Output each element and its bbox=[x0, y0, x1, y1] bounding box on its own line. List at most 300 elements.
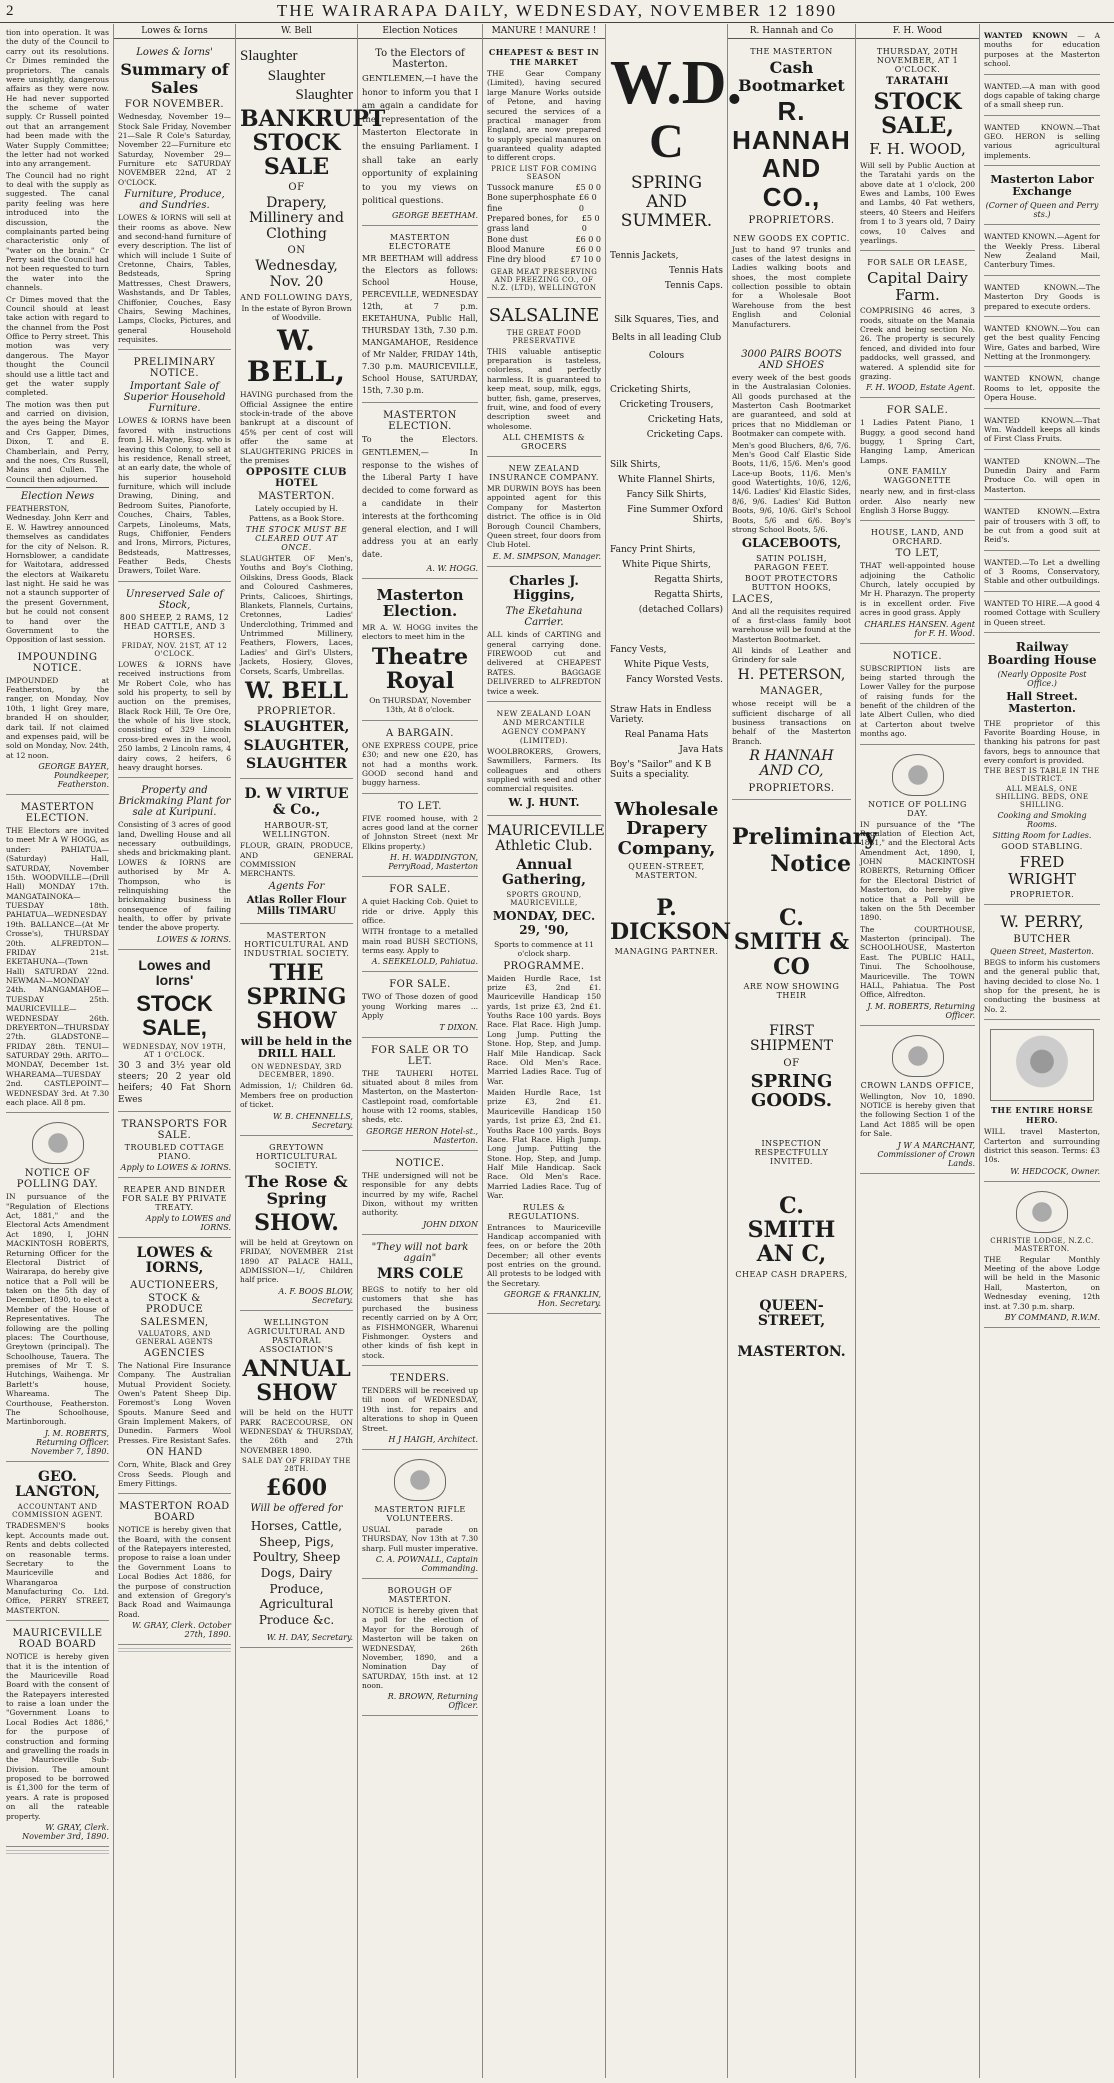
ad-subheading: SPORTS GROUND, MAURICEVILLE, bbox=[506, 891, 582, 908]
ad-signature: GEORGE HERON Hotel-st., Masterton. bbox=[366, 1126, 478, 1145]
ad-subheading: THE STOCK MUST BE CLEARED OUT AT ONCE. bbox=[245, 525, 348, 553]
ad-title: STOCK SALE, bbox=[873, 89, 962, 140]
perry-butcher-ad bbox=[984, 907, 1100, 1020]
property-ad bbox=[118, 780, 231, 950]
ad-text: ONE EXPRESS COUPE, price £30; and new one £20, has not had a months work. GOOD second hand and buggy harness. bbox=[362, 740, 478, 788]
ad-heading: IMPOUNDING NOTICE. bbox=[17, 651, 98, 674]
smith-ad bbox=[732, 802, 878, 1367]
beetham-ad bbox=[362, 42, 478, 226]
ad-heading: WANTED KNOWN bbox=[984, 31, 1068, 40]
ad-text: ALL kinds of CARTING and general carrying done. FIREWOOD cut and delivered at CHEAPEST RATES. BAGGAGE DELIVERED to ALFREDTON twice a week. bbox=[487, 630, 601, 696]
ad-text: nearly new, and in first-class order. Also nearly new English 3 Horse Buggy. bbox=[860, 487, 975, 515]
ad-signature: J. M. ROBERTS, Returning Officer. November 7, 1890. bbox=[31, 1428, 109, 1456]
ad-subheading: PROPRIETORS. bbox=[748, 214, 835, 226]
ad-text: IMPOUNDED at Featherston, by the ranger, on Monday, Nov 10th, 1 light Grey mare, branded H on shoulder, dark tail. If not claimed and expenses paid, will be sold on Monday, Nov. 24th, at 12 noon. bbox=[6, 675, 109, 760]
ad-text: GENTLEMEN,—I have the honor to inform you that I am again a candidate for the representation of the Masterton Electorate in the ensuing Parliament. I shall take an early opportunity of explaining to you my views on political questions. bbox=[362, 74, 478, 207]
ad-text: THAT well-appointed house adjoining the Catholic Church, lately occupied by Mr H. Pharazyn. The property is in excellent order. Five acres in good grass. Apply bbox=[860, 561, 975, 618]
ad-subheading: HARBOUR-ST, WELLINGTON. bbox=[262, 821, 331, 840]
to-let-ad bbox=[362, 796, 478, 878]
ad-subheading: 800 SHEEP, 2 RAMS, 12 HEAD CATTLE, AND 3 HORSES. bbox=[119, 612, 230, 640]
ad-title: FIRST SHIPMENT bbox=[750, 1022, 833, 1055]
ad-text: WANTED KNOWN.—That GEO. HERON is selling various agricultural implements. bbox=[984, 122, 1100, 160]
article-text: Cr Dimes moved that the Council should at least take action with regard to the channel from the Post Office to Perry street. This motion was very dangerous. The Mayor thought the Council should use a little tact and get the water supply completed. bbox=[6, 294, 109, 398]
ad-signature: R HANNAH AND CO, bbox=[749, 748, 834, 780]
mares-ad bbox=[362, 974, 478, 1037]
ad-text: MR A. W. HOGG invites the electors to meet him in the bbox=[362, 622, 478, 642]
ad-heading: FOR SALE. bbox=[389, 884, 451, 896]
wanted-ad bbox=[984, 502, 1100, 551]
ad-text: NOTICE is hereby given that it is the intention of the Mauriceville Road Board with the consent of the Ratepayers interested to raise a loan under the "Government Loans to Local Bodies Act 1886," for the purpose of construction and forming and gravelling the roads in the Mauriceville Sub-Division. The amount proposed to be borrowed is £1,300 for the term of years. A rate is proposed on all the rateable property. bbox=[6, 1652, 109, 1821]
preliminary-notice bbox=[118, 352, 231, 581]
ad-text: Admission, 1/; Children 6d. Members free on production of ticket. bbox=[240, 1081, 353, 1110]
ad-date: Wednesday, Nov. 20 bbox=[255, 258, 338, 290]
ad-signature: ALL CHEMISTS & GROCERS bbox=[502, 433, 586, 452]
cole-ad bbox=[362, 1237, 478, 1366]
ad-text: Consisting of 3 acres of good land, Dwelling House and all necessary outbuildings, sheds and brickmaking plant. LOWES & IORNS are authorised by Mr A. Thompson, who is relinquishing the brickmaking business in consequence of failing health, to offer by private tender the above property. bbox=[118, 820, 231, 933]
ad-signature: C. A. POWNALL, Captain Commanding. bbox=[375, 1555, 478, 1574]
ad-heading: Slaughter bbox=[295, 87, 353, 103]
ad-text: THIS valuable antiseptic preparation is tasteless, colorless, and perfectly harmless. It is guaranteed to keep meat, soup, milk, eggs, butter, fish, game, preserves, fruit, wine, and food of every description sweet and wholesome. bbox=[487, 346, 601, 431]
ad-heading: Slaughter bbox=[240, 48, 298, 64]
ad-heading: MASTERTON ELECTORATE bbox=[388, 232, 452, 251]
ad-text: NOTICE is hereby given that a poll for the election of Mayor for the Borough of Masterton will be taken on WEDNESDAY, 26th November, 1890, and a Nomination Day of SATURDAY, 15th inst. at 12 noon. bbox=[362, 1606, 478, 1691]
royal-crest-icon bbox=[892, 1035, 944, 1077]
ad-subheading: will be held in the DRILL HALL bbox=[240, 1035, 353, 1061]
ad-heading: MAURICEVILLE Athletic Club. bbox=[487, 822, 605, 855]
ad-text: TENDERS will be received up till noon of WEDNESDAY, 19th inst. for repairs and alterations to shop in Queen Street. bbox=[362, 1386, 478, 1433]
column-5 bbox=[483, 24, 606, 2078]
ad-text: In the estate of Byron Brown of Woodville. bbox=[241, 304, 352, 323]
ad-title: The Rose & Spring bbox=[245, 1171, 348, 1209]
ad-text: THE proprietor of this Favorite Boarding House, in thanking his patrons for past favors, begs to announce that every comfort is provided. bbox=[984, 718, 1100, 765]
stock-sale-ad bbox=[118, 952, 231, 1112]
ad-title: BANKRUPT STOCK SALE bbox=[240, 105, 386, 180]
ad-heading: THE ENTIRE HORSE HERO. bbox=[990, 1105, 1094, 1126]
ad-text: WANTED KNOWN.—Agent for the Weekly Press. Liberal New Zealand Mail, Canterbury Times. bbox=[984, 232, 1100, 270]
taratahi-stock-ad bbox=[860, 42, 975, 251]
ad-title: Atlas Roller Flour Mills TIMARU bbox=[246, 894, 347, 917]
ad-signature: CHARLES HANSEN. Agent for F. H. Wood. bbox=[864, 619, 975, 638]
electorate-ad bbox=[362, 228, 478, 403]
ad-title: SALSALINE bbox=[488, 304, 600, 326]
ad-heading: A BARGAIN. bbox=[386, 727, 454, 739]
ad-line: Fancy Silk Shirts, bbox=[626, 489, 707, 500]
ad-line: Fancy Print Shirts, bbox=[610, 544, 696, 555]
ad-signature: W. H. DAY, Secretary. bbox=[266, 1633, 353, 1643]
higgins-ad bbox=[487, 569, 601, 702]
loan-agency-ad bbox=[487, 704, 601, 816]
article-text: FEATHERSTON, Wednesday. John Kerr and E. W. Hawtrey announced themselves as candidates for the city of Nelson. R. Hornsblower, a candidate for Waitotara, addressed the electors at Waikaretu last night. He said he was not a staunch supporter of the present Government, but he could not consent to hand over the Government to the Opposition of last session. bbox=[6, 504, 109, 645]
ad-title: MRS COLE bbox=[377, 1265, 463, 1282]
ad-subheading: SALE DAY OF FRIDAY THE 28TH. bbox=[242, 1457, 351, 1473]
ad-title: W. PERRY, bbox=[1000, 912, 1084, 932]
ad-line: Straw Hats in Endless Variety. bbox=[610, 704, 712, 725]
ad-title: Railway Boarding House bbox=[987, 639, 1097, 668]
ad-signature: E. M. SIMPSON, Manager. bbox=[492, 551, 601, 561]
ad-line: Cricketing Shirts, bbox=[610, 384, 692, 395]
ad-heading: NOTICE OF POLLING DAY. bbox=[868, 799, 967, 818]
ad-heading: Masterton Election. bbox=[376, 585, 464, 621]
ad-heading: NOTICE. bbox=[892, 650, 943, 662]
ad-signature: GEORGE BEETHAM. bbox=[392, 210, 478, 220]
wanted-ad bbox=[984, 278, 1100, 317]
royal-crest-icon bbox=[32, 1122, 84, 1164]
ad-subheading: GLACEBOOTS, bbox=[741, 536, 842, 551]
ad-heading: REAPER AND BINDER FOR SALE BY PRIVATE TREATY. bbox=[121, 1184, 227, 1212]
wanted-ad bbox=[984, 26, 1100, 75]
ad-subheading: BOOT PROTECTORS BUTTON HOOKS, bbox=[744, 573, 839, 592]
ad-title: Preliminary bbox=[732, 823, 878, 850]
ad-line: Regatta Shirts, bbox=[654, 589, 723, 600]
price-row: Tussock manure £5 0 0 bbox=[487, 182, 601, 192]
ad-title: C. SMITH & CO bbox=[733, 905, 850, 980]
ad-subheading: (Nearly Opposite Post Office.) bbox=[997, 670, 1087, 689]
price-list bbox=[487, 183, 601, 266]
ad-subheading: TROUBLED COTTAGE PIANO. bbox=[124, 1142, 225, 1161]
ad-signature: FRED WRIGHT bbox=[1008, 853, 1076, 888]
ad-title: Notice bbox=[770, 850, 851, 877]
ad-heading: PRELIMINARY NOTICE. bbox=[133, 357, 216, 380]
ad-subheading: 3000 PAIRS BOOTS AND SHOES bbox=[741, 348, 842, 371]
small-print bbox=[6, 1850, 109, 1856]
boarding-house-ad bbox=[984, 635, 1100, 905]
ad-signature: W. B. CHENNELLS, Secretary. bbox=[272, 1111, 353, 1130]
ad-line: Silk Shirts, bbox=[610, 459, 661, 470]
ad-line: (detached Collars) bbox=[638, 604, 723, 615]
ad-text: THE Electors are invited to meet Mr A W HOGG, as under: PAHIATUA—(Saturday) Hall, SATURDAY, November 15th. WOODVILLE—(Drill Hall) MONDAY 17th. MANGATAINOKA—TUESDAY 18th. PAHIATUA—WEDNESDAY 19th. BALLANCE—(At Mr Crosse's), THURSDAY 20th. ALFREDTON—FRIDAY 21st. EKETAHUNA—(Town Hall) SATURDAY 22nd. NEWMAN—MONDAY 24th. MANGAMAHOE—TUESDAY 25th. MAURICEVILLE—WEDNESDAY 26th. DREYERTON—THURSDAY 27th. GLADSTONE—FRIDAY 28th. TENUI—SATURDAY 29th. ARITO—MONDAY, December 1st. WHAREAMA—TUESDAY 2nd. CASTLEPOINT—WEDNESDAY 3rd. At 7.30 each place. All 8 pm. bbox=[6, 826, 110, 1107]
annual-show-ad bbox=[240, 1313, 353, 1649]
ad-text: WANTED KNOWN, change Rooms to let, opposite the Opera House. bbox=[984, 374, 1100, 403]
ad-subheading: Important Sale of Superior Household Furniture. bbox=[123, 381, 226, 415]
wanted-ad bbox=[984, 369, 1100, 408]
column-header: F. H. Wood bbox=[856, 26, 979, 39]
price-row: Prepared bones, for grass land £5 0 0 bbox=[487, 213, 600, 234]
ad-text: IN pursuance of the "The Regulation of Election Act, 1881," and the Electoral Acts Amendment Act, 1890, I, JOHN MACKINTOSH ROBERTS, Returning Officer for the Electoral District of Masterton, do hereby give notice that a Poll will be taken on the 5th December 1890. bbox=[860, 819, 975, 923]
ad-text: BEGS to inform his customers and the general public that, having decided to close No. 1 shop for the present, he is conducting the business at No. 2. bbox=[984, 957, 1100, 1014]
ad-text: USUAL parade on THURSDAY, Nov 13th at 7.30 sharp. Full muster imperative. bbox=[362, 1524, 479, 1553]
price-row: Blood Manure £6 0 0 bbox=[487, 245, 601, 255]
ad-text: Corn, White, Black and Grey Cross Seeds. Plough and Emery Fittings. bbox=[118, 1460, 231, 1488]
ad-text: — A mouths for education purposes at the Masterton school. bbox=[984, 31, 1100, 69]
ad-subheading: ALL MEALS, ONE SHILLING. BEDS, ONE SHILLING. bbox=[995, 785, 1089, 810]
ad-date: MONDAY, DEC. 29, '90, bbox=[492, 909, 596, 937]
wd-logo: W.D. bbox=[610, 49, 743, 117]
ad-title: STOCK SALE, bbox=[136, 990, 213, 1040]
ad-subheading: PROPRIETORS. bbox=[748, 782, 835, 794]
ad-subheading: LACES, bbox=[732, 593, 774, 605]
ad-text: THE Gear Company (Limited), having secured large Manure Works outside of Petone, and having secured the services of a practical manager from England, are now prepared to supply special manures on guaranteed quality adapted to different crops. bbox=[487, 69, 601, 163]
column-8 bbox=[856, 24, 980, 2078]
ad-subheading: FOR NOVEMBER. bbox=[124, 99, 225, 111]
ad-signature: A. W. HOGG. bbox=[426, 563, 478, 573]
column-header: Lowes & Iorns bbox=[114, 26, 235, 39]
wanted-ad bbox=[984, 452, 1100, 501]
ad-subheading: OPPOSITE CLUB HOTEL bbox=[245, 467, 348, 490]
ad-heading: Slaughter bbox=[267, 67, 326, 84]
ad-text: WITH frontage to a metalled main road BUSH SECTIONS, terms easy. Apply to bbox=[362, 927, 478, 956]
ad-title: R. HANNAH AND CO., bbox=[732, 96, 851, 212]
wanted-ad bbox=[984, 411, 1100, 450]
masonic-lodge-notice bbox=[984, 1184, 1100, 1328]
ad-subheading: Sitting Room for Ladies. bbox=[992, 831, 1092, 841]
ad-text: will be held at Greytown on FRIDAY, NOVEMBER 21st 1890 AT PALACE HALL, ADMISSION—1/, Children half price. bbox=[240, 1237, 353, 1285]
ad-text: Horses, Cattle, Sheep, Pigs, Poultry, Sheep Dogs, Dairy Produce, Agricultural Produce &c. bbox=[250, 1519, 343, 1627]
column-header: W. Bell bbox=[236, 26, 357, 39]
ad-signature: J W A MARCHANT, Commissioner of Crown Lands. bbox=[877, 1140, 975, 1168]
small-print bbox=[118, 1648, 231, 1654]
ad-text: FIVE roomed house, with 2 acres good land at the corner of Johnston Street (next Mr Elkins property.) bbox=[362, 813, 478, 851]
subscription-notice bbox=[860, 646, 975, 745]
ad-text: will be held on the HUTT PARK RACECOURSE, ON WEDNESDAY & THURSDAY, the 26th and 27th NOVEMBER 1890. bbox=[240, 1408, 353, 1455]
ad-subheading: Hall Street. Masterton. bbox=[1006, 690, 1078, 716]
ad-text: HAVING purchased from the Official Assignee the entire stock-in-trade of the above bankrupt at a discount of 45% per cent of cost will offer the same at SLAUGHTERING PRICES in the premises bbox=[240, 390, 353, 465]
ad-subheading: STOCK & PRODUCE bbox=[145, 1292, 204, 1315]
ad-text: Entrances to Mauriceville Handicap accompanied with fees, on or before the 20th December; all other events post entries on the ground. All protests to be lodged with the Secretary. bbox=[487, 1222, 601, 1288]
columns bbox=[2, 24, 1112, 2078]
ad-text: Maiden Hurdle Race, 1st prize £3, 2nd £1. Mauriceville Handicap 150 yards, 1st prize £3, 2nd £1. Youths Race 100 yards. Boys Race. Flat Race. High Jump. Long Jump. Putting the Stone. Hop, Step, and Jump. Half Mile Handicap. Sack Race. Old Men's Race. Married Ladies Race. Tug of War. bbox=[487, 1088, 601, 1201]
ad-title: Theatre Royal bbox=[371, 643, 469, 694]
ad-subheading: ONE FAMILY WAGGONETTE bbox=[883, 467, 952, 486]
ad-signature: GEORGE BAYER, Poundkeeper, Featherston. bbox=[38, 762, 109, 789]
ad-text: COMPRISING 46 acres, 3 roods, situate on the Manaia Creek and being section No. 26. The property is securely fenced, and divided into four paddocks, well grassed, and watered. A splendid site for grazing. bbox=[860, 306, 975, 381]
ad-title: Summary of Sales bbox=[120, 60, 229, 97]
bell-bankrupt-ad bbox=[240, 42, 386, 779]
ad-signature: F. H. WOOD, Estate Agent. bbox=[866, 383, 975, 393]
ad-heading: Charles J. Higgins, bbox=[509, 573, 579, 603]
ad-text: whose receipt will be a sufficient discharge of all business transactions on behalf of the Masterton Branch. bbox=[732, 699, 851, 746]
ad-date: WEDNESDAY, NOV 19TH, AT 1 O'CLOCK. bbox=[122, 1042, 227, 1059]
ad-heading: MASTERTON ROAD BOARD bbox=[119, 1501, 230, 1524]
ad-text: every week of the best goods in the Australasian Colonies. All goods purchased at the Masterton Cash Bootmarket are guaranteed, and sold at prices that no Middleman or Bootmaker can compete with. bbox=[732, 372, 851, 439]
ad-heading: FOR SALE OR LEASE, bbox=[867, 258, 968, 268]
road-board-notice bbox=[118, 1496, 231, 1645]
ad-signature: W. GRAY, Clerk. October 27th, 1890. bbox=[131, 1621, 231, 1639]
article-text: The Council had no right to deal with the supply as suggested. The canal parity feeling was here introduced into the discussion, the complainants parted being characteristic only of "water on the brain." Cr Perry said the Council had not been requested to turn the water into the channels. bbox=[6, 170, 109, 293]
ad-line: White Pique Shirts, bbox=[622, 559, 711, 570]
ad-heading: MASTERTON ELECTION. bbox=[20, 802, 95, 824]
ad-heading: MASTERTON HORTICULTURAL AND INDUSTRIAL SOCIETY. bbox=[243, 930, 350, 958]
ad-text: The National Fire Insurance Company. The Australian Mutual Provident Society. Owen's Patent Sheep Dip. Foremost's Long Woven Spouts. Manure Seed and Grain Implement Makers, of Dunedin. Farmers Wool Presses. Fire Resistant Safes. bbox=[118, 1360, 231, 1445]
ad-heading: TRANSPORTS FOR SALE. bbox=[121, 1118, 228, 1141]
ad-date: ON WEDNESDAY, 3RD DECEMBER, 1890. bbox=[251, 1063, 342, 1080]
ad-heading: TO LET. bbox=[398, 800, 442, 812]
ad-title: SHOW. bbox=[254, 1209, 339, 1236]
ad-title: Cash Bootmarket bbox=[738, 58, 845, 95]
ad-text: Wednesday, November 19—Stock Sale Friday, November 21—Sale R Cole's Saturday, November 22—Furniture etc Saturday, November 29—Furniture etc SATURDAY NOVEMBER 22nd, AT 2 O'CLOCK. bbox=[118, 112, 231, 187]
ad-subheading: GOOD STABLING. bbox=[1001, 842, 1083, 852]
ad-line: Boy's "Sailor" and K B Suits a speciality. bbox=[610, 759, 712, 780]
masterton-election-ad bbox=[6, 797, 109, 1113]
ad-title: Drapery, Millinery and Clothing bbox=[249, 195, 344, 242]
ad-subheading: BUTCHER bbox=[1013, 933, 1071, 945]
ad-date: THURSDAY, 20TH NOVEMBER, AT 1 O'CLOCK. bbox=[876, 47, 959, 74]
transports-ad bbox=[118, 1114, 231, 1178]
ad-text: OF bbox=[288, 182, 305, 194]
ad-title: Annual Gathering, bbox=[501, 856, 587, 889]
entire-horse-ad bbox=[984, 1022, 1100, 1182]
masonic-emblem-icon bbox=[1016, 1191, 1068, 1233]
ad-signature: LOWES & IORNS. bbox=[156, 934, 231, 944]
ad-text: WANTED KNOWN.—The Dunedin Dairy and Farm Produce Co. will open in Masterton. bbox=[984, 456, 1100, 494]
ad-subheading: VALUATORS, AND GENERAL AGENTS bbox=[135, 1329, 214, 1346]
ad-subheading: MANAGER, bbox=[759, 686, 824, 698]
ad-title: C. SMITH AN C, bbox=[747, 1193, 836, 1268]
column-2 bbox=[114, 24, 236, 2078]
ad-date: FRIDAY, NOV. 21ST, AT 12 O'CLOCK. bbox=[121, 641, 228, 658]
ad-subheading: INSPECTION RESPECTFULLY INVITED. bbox=[754, 1139, 829, 1167]
ad-text: WANTED KNOWN.—You can get the best quality Fencing Wire, Gates and barbed, Wire Netting at the Ironmongery. bbox=[984, 323, 1100, 362]
ad-heading: MASTERTON RIFLE VOLUNTEERS. bbox=[374, 1504, 466, 1523]
price-row: Bone dust £6 0 0 bbox=[487, 234, 601, 244]
ad-subheading: THE BEST IS TABLE IN THE DISTRICT. bbox=[984, 767, 1100, 784]
rose-show-ad bbox=[240, 1138, 353, 1311]
ad-subheading: PROPRIETOR. bbox=[1009, 890, 1075, 900]
ad-text: WANTED KNOWN.—Extra pair of trousers with 3 off, to be cut from a good suit at Reid's. bbox=[984, 507, 1100, 545]
article-text: tion into operation. It was the duty of the Council to carry out its resolutions. Cr Dimes reminded the proprietors. The canals were unsightly, dangerous affairs as they were now. He had never supported the scheme of water supply. Cr Russell pointed out that an arrangement had been made with the Water Supply Committee; the letter had not worked into any arrangement. bbox=[6, 28, 109, 169]
prize-amount: £600 bbox=[265, 1475, 328, 1501]
ad-text: MR DURWIN BOYS has been appointed agent for this Company for Masterton district. The office is in Old Borough Council Chambers, Queen street, four doors from Club Hotel. bbox=[487, 484, 601, 550]
insurance-ad bbox=[487, 459, 601, 567]
ad-text: On THURSDAY, November 13th, At 8 o'clock. bbox=[369, 696, 471, 715]
wanted-ad bbox=[984, 553, 1100, 592]
ad-subheading: Cooking and Smoking Rooms. bbox=[997, 811, 1087, 830]
ad-signature: W. GRAY, Clerk. November 3rd, 1890. bbox=[22, 1822, 109, 1841]
ad-subheading: Agents For bbox=[268, 880, 325, 892]
wanted-ad bbox=[984, 118, 1100, 167]
ad-heading: NEW ZEALAND INSURANCE COMPANY. bbox=[489, 464, 599, 483]
ad-signature: H. PETERSON, bbox=[737, 666, 846, 683]
reaper-ad bbox=[118, 1180, 231, 1238]
ad-text: WILL travel Masterton, Carterton and surrounding district this season. Terms: £3 10s. bbox=[984, 1127, 1100, 1165]
manure-ad bbox=[487, 42, 601, 298]
ad-text: WANTED KNOWN.—The Masterton Dry Goods is prepared to execute orders. bbox=[984, 282, 1100, 311]
ad-subheading: TO LET, bbox=[895, 548, 940, 560]
horse-illustration-icon bbox=[990, 1029, 1094, 1101]
ad-text: LOWES & IORNS will sell at their rooms as above. New and second-hand furniture of every description. The list of which will include 1 Suite of Cretonne, Chairs, Tables, Bedsteads, Spring Mattresses, Chest Drawers, Washstands, and Dr Tables, Chiffonier, Couches, Easy Chairs, Sewing Machines, Lamps, Clocks, Pictures, and general Household requisites. bbox=[118, 213, 231, 345]
ad-heading: FOR SALE. bbox=[886, 405, 949, 417]
ad-subheading: TARATAHI bbox=[886, 76, 949, 87]
ad-text: THE TAUHERI HOTEL situated about 8 miles from Masterton, on the Masterton-Castlepoint road, comfortable house with 12 rooms, stables, sheds, etc. bbox=[362, 1068, 478, 1125]
ad-heading: THE MASTERTON bbox=[750, 47, 833, 56]
ad-signature: W. J. HUNT. bbox=[508, 795, 580, 809]
ad-heading: FOR SALE. bbox=[389, 979, 451, 991]
ad-line: Real Panama Hats bbox=[624, 729, 709, 740]
ad-heading: F. H. WOOD, bbox=[869, 140, 966, 159]
column-7 bbox=[728, 24, 878, 2078]
ad-text: FLOUR, GRAIN, PRODUCE, AND GENERAL COMMISSION MERCHANTS. bbox=[240, 841, 353, 879]
ad-subheading: MASTERTON. bbox=[258, 491, 335, 503]
ad-text: SLAUGHTER OF Men's, Youths and Boy's Clothing, Oilskins, Dress Goods, Black and Coloured Cashmeres, Prints, Calicoes, Shirtings, Blankets, Flannels, Curtains, Cretonnes, Ladies' Underclothing, Trimmed and Untrimmed Millinery, Feathers, Flowers, Laces, Ladies' and Girl's Ulsters, Jackets, Hosiery, Gloves, Corsets, Scarfs, Umbrellas. bbox=[240, 554, 353, 676]
ad-text: MR BEETHAM will address the Electors as follows: School House, PERCEVILLE, WEDNESDAY 12th, at 7 p.m. EKETAHUNA, Public Hall, THURSDAY 13th, 7.30 p.m. MANGAMAHOE, Residence of Mr Nalder, FRIDAY 14th, 7.30 p.m. MAURICEVILLE, School House, SATURDAY, 15th, 7.30 p.m. bbox=[362, 253, 478, 395]
ad-heading: SLAUGHTER, bbox=[243, 737, 350, 754]
ad-line: Tennis Jackets, bbox=[610, 250, 679, 261]
tenders-ad bbox=[362, 1368, 478, 1450]
ad-text: ON bbox=[287, 245, 306, 257]
ad-signature: P. DICKSON bbox=[610, 894, 732, 946]
ad-line: Fancy Worsted Vests. bbox=[625, 674, 723, 685]
ad-line: Tennis Caps. bbox=[664, 280, 723, 291]
ad-heading: HOUSE, LAND, AND ORCHARD. bbox=[870, 528, 965, 547]
polling-notice bbox=[6, 1115, 109, 1461]
langton-ad bbox=[6, 1464, 109, 1622]
ad-title: W. BELL, bbox=[246, 323, 347, 388]
virtue-ad bbox=[240, 781, 353, 923]
theatre-ad bbox=[362, 581, 478, 721]
ad-heading: TENDERS. bbox=[390, 1373, 450, 1385]
ad-text: And all the requisites required of a first-class family boot warehouse will be found at the Masterton Bootmarket. bbox=[732, 606, 851, 644]
wanted-ad bbox=[984, 77, 1100, 116]
ad-line: Silk Squares, Ties, and Belts in all leading Club Colours bbox=[611, 314, 722, 361]
ad-subheading: PROGRAMME. bbox=[503, 960, 585, 972]
hogg-ad bbox=[362, 405, 478, 579]
ad-text: LOWES & IORNS have received instructions from Mr Robert Cole, who has sold his property, to sell by auction on the premises, Black Rock Hill, Te Ore Ore, the whole of his live stock, consisting of 329 Lincoln cross-bred ewes in the wool, 250 lambs, 2 Lincoln rams, 4 dairy cows, 2 heifers, 6 heavy draught horses. bbox=[118, 659, 231, 772]
ad-text: WANTED.—To Let a dwelling of 3 Rooms, Conservatory, Stable and other outbuildings. bbox=[984, 557, 1100, 586]
ad-signature: GEORGE & FRANKLIN, Hon. Secretary. bbox=[503, 1290, 601, 1309]
ad-text: Men's good Bluchers, 8/6, 7/6. Men's Good Calf Elastic Side Boots, 11/6, 15/6. Men's good Lace-up Boots, 11/6. Men's good Watertights, 10/6, 12/6, 14/6. Ladies' Kid Elastic Sides, 8/6, 9/6. Ladies' Kid Button Boots, 9/6, 10/6. Girl's School Boots, 5/6 and 6/6. Boy's strong School Boots, 5/6. bbox=[732, 440, 851, 534]
ad-signature: Apply to LOWES & IORNS. bbox=[120, 1162, 231, 1172]
ad-line: Fancy Vests, bbox=[610, 644, 667, 655]
ad-text: AND FOLLOWING DAYS, bbox=[240, 293, 353, 303]
ad-subheading: MASTERTON. bbox=[737, 1344, 846, 1361]
ad-subheading: NEW GOODS EX COPTIC. bbox=[733, 233, 850, 243]
ad-text: IN pursuance of the "Regulation of Elections Act, 1881," and the Electoral Acts Amendment Act 1890, I, JOHN MACKINTOSH ROBERTS, Returning Officer for the Electoral District of Wairarapa, do hereby give notice that a Poll will be taken on the 5th day of December, 1890, to elect a Member of the House of Representatives. The following are the polling places: The Courthouse, Greytown (principal). The Schoolhouse, Tauera. The premises of Mr T. S. Hutchings, Waihenga. Mr Barlett's house, Whareama. The Courthouse, Featherston. The Schoolhouse, Martinborough. bbox=[6, 1192, 109, 1427]
ad-subheading: PROPRIETOR. bbox=[256, 706, 337, 718]
hotel-ad bbox=[362, 1040, 478, 1151]
ad-line: White Flannel Shirts, bbox=[617, 474, 716, 485]
ad-subheading: AGENCIES bbox=[143, 1347, 205, 1359]
ad-subheading: PRICE LIST FOR COMING SEASON bbox=[491, 164, 597, 181]
ad-heading: FOR SALE OR TO LET. bbox=[371, 1044, 469, 1067]
ad-subheading: SALESMEN, bbox=[140, 1316, 209, 1328]
impounding-notice bbox=[6, 647, 109, 795]
ad-heading: "They will not bark again" bbox=[371, 1241, 469, 1264]
wanted-ad bbox=[984, 227, 1100, 276]
ad-heading: Property and Brickmaking Plant for sale at Kuripuni. bbox=[118, 785, 231, 819]
c-logo: C bbox=[649, 114, 684, 168]
ad-heading: MASTERTON ELECTION. bbox=[383, 409, 457, 432]
ad-subheading: RULES & REGULATIONS. bbox=[508, 1202, 580, 1221]
ad-subheading: Will be offered for bbox=[250, 1503, 343, 1515]
ad-text: Will sell by Public Auction at the Taratahi yards on the above date at 1 o'clock, 200 Ewes and Lambs, 100 Ewes and Lambs, 40 Fat wethers, steers, 40 Steers and Heifers from 1 to 3 years old, 7 Dairy cows, 10 Calves and yearlings. bbox=[860, 160, 975, 245]
ad-line: Fine Summer Oxford Shirts, bbox=[627, 504, 723, 525]
ad-heading: GREYTOWN HORTICULTURAL SOCIETY. bbox=[255, 1142, 338, 1170]
ad-subheading: Furniture, Produce, and Sundries. bbox=[124, 189, 225, 212]
masthead-title: THE WAIRARAPA DAILY, WEDNESDAY, NOVEMBER 12 1890 bbox=[276, 1, 838, 20]
section-heading: Election News bbox=[20, 491, 95, 502]
ad-text: WANTED KNOWN.—That Wm. Waddell keeps all kinds of First Class Fruits. bbox=[984, 415, 1100, 444]
road-board-notice bbox=[6, 1623, 109, 1847]
ad-text: All kinds of Leather and Grindery for sale bbox=[732, 646, 851, 665]
ad-subheading: AUCTIONEERS, bbox=[130, 1279, 219, 1291]
ad-heading: MAURICEVILLE ROAD BOARD bbox=[12, 1628, 103, 1651]
ad-heading: SLAUGHTER bbox=[246, 755, 347, 772]
ad-subheading: MANAGING PARTNER. bbox=[614, 947, 719, 957]
ad-heading: SLAUGHTER, bbox=[243, 719, 350, 736]
ad-text: To the Electors. GENTLEMEN,— In response to the wishes of the Liberal Party I have decided to come forward as a candidate in their interests at the forthcoming general election, and I will address you at an early date. bbox=[362, 434, 478, 560]
ad-text: TWO of Those dozen of good young Working mares ... Apply bbox=[362, 992, 478, 1021]
ad-text: NOTICE is hereby given that the Board, with the consent of the Ratepayers interested, propose to raise a loan under the Government Loans to Local Bodies Act 1886, for the purpose of construction and extension of Gregory's Back Road and Waimaunga Road. bbox=[118, 1525, 231, 1619]
column-4 bbox=[358, 24, 483, 2078]
ad-line: Cricketing Caps. bbox=[646, 429, 723, 440]
column-1 bbox=[2, 24, 114, 2078]
ad-title: ANNUAL SHOW bbox=[242, 1355, 351, 1406]
ad-line: Java Hats bbox=[679, 744, 723, 755]
ad-text: WOOLBROKERS, Growers, Sawmillers, Farmers. Its colleagues and others supplied with seed and other commercial requisites. bbox=[487, 746, 601, 794]
ad-signature: W. HEDCOCK, Owner. bbox=[1010, 1166, 1100, 1176]
ad-line: Cricketing Trousers, bbox=[619, 399, 714, 410]
ad-line: White Pique Vests, bbox=[623, 659, 710, 670]
for-sale-ad bbox=[362, 879, 478, 972]
